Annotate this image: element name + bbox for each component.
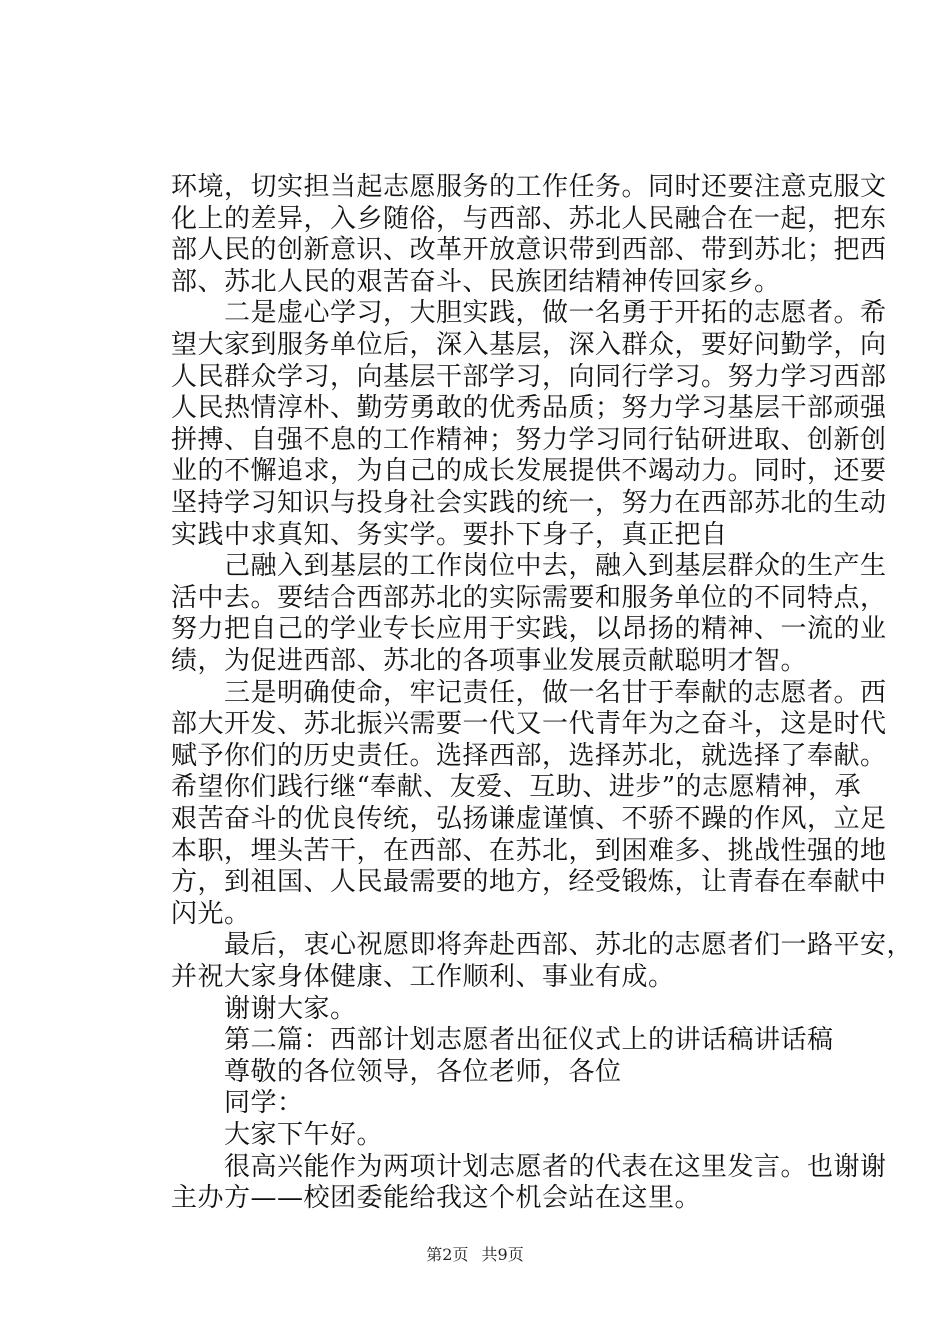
- text-line: 很高兴能作为两项计划志愿者的代表在这里发言。也谢谢: [224, 1151, 887, 1182]
- text-line: 赋予你们的历史责任。选择西部，选择苏北，就选择了奉献。: [171, 740, 887, 771]
- text-line: 活中去。要结合西部苏北的实际需要和服务单位的不同特点，: [171, 582, 887, 613]
- text-line: 坚持学习知识与投身社会实践的统一，努力在西部苏北的生动: [171, 488, 887, 518]
- page-number: 第2页: [426, 1245, 469, 1264]
- text-line: 环境，切实担当起志愿服务的工作任务。同时还要注意克服文: [171, 172, 887, 202]
- text-line: 方，到祖国、人民最需要的地方，经受锻炼，让青春在奉献中: [171, 867, 887, 898]
- text-line: 部人民的创新意识、改革开放意识带到西部、带到苏北；把西: [171, 235, 887, 266]
- text-line: 主办方——校团委能给我这个机会站在这里。: [171, 1183, 702, 1214]
- page-footer: [0, 1245, 950, 1265]
- text-line: 希望你们践行继“奉献、友爱、互助、进步”的志愿精神，承: [171, 772, 862, 803]
- text-line: 人民热情淳朴、勤劳勇敢的优秀品质；努力学习基层干部顽强: [171, 393, 887, 424]
- text-line: 努力把自己的学业专长应用于实践，以昂扬的精神、一流的业: [171, 614, 887, 645]
- text-line: 尊敬的各位领导，各位老师，各位: [224, 1056, 622, 1087]
- text-line: 同学：: [224, 1088, 304, 1119]
- text-line: 最后，衷心祝愿即将奔赴西部、苏北的志愿者们一路平安，: [224, 930, 914, 961]
- text-line: 化上的差异，入乡随俗，与西部、苏北人民融合在一起，把东: [171, 203, 887, 234]
- text-line: 部大开发、苏北振兴需要一代又一代青年为之奋斗，这是时代: [171, 709, 887, 740]
- text-line: 本职，埋头苦干，在西部、在苏北，到困难多、挑战性强的地: [171, 835, 887, 866]
- section-heading: 第二篇：西部计划志愿者出征仪式上的讲话稿讲话稿: [224, 1025, 834, 1056]
- text-line: 人民群众学习，向基层干部学习，向同行学习。努力学习西部: [171, 361, 887, 392]
- page-total: 共9页: [481, 1245, 524, 1264]
- text-line: 部、苏北人民的艰苦奋斗、民族团结精神传回家乡。: [171, 266, 781, 297]
- text-line: 二是虚心学习，大胆实践，做一名勇于开拓的志愿者。希: [224, 298, 887, 329]
- text-line: 拼搏、自强不息的工作精神；努力学习同行钻研进取、创新创: [171, 424, 887, 455]
- text-line: 大家下午好。: [224, 1120, 384, 1150]
- text-line: 谢谢大家。: [224, 993, 357, 1024]
- text-line: 实践中求真知、务实学。要扑下身子，真正把自: [171, 519, 728, 550]
- text-line: 并祝大家身体健康、工作顺利、事业有成。: [171, 962, 675, 992]
- text-line: 三是明确使命，牢记责任，做一名甘于奉献的志愿者。西: [224, 677, 887, 708]
- text-line: 艰苦奋斗的优良传统，弘扬谦虚谨慎、不骄不躁的作风，立足: [171, 804, 887, 834]
- text-line: 己融入到基层的工作岗位中去，融入到基层群众的生产生: [224, 551, 887, 582]
- text-line: 绩，为促进西部、苏北的各项事业发展贡献聪明才智。: [171, 646, 808, 676]
- text-line: 业的不懈追求，为自己的成长发展提供不竭动力。同时，还要: [171, 456, 887, 487]
- text-line: 望大家到服务单位后，深入基层，深入群众，要好问勤学，向: [171, 330, 887, 360]
- text-line: 闪光。: [171, 898, 251, 929]
